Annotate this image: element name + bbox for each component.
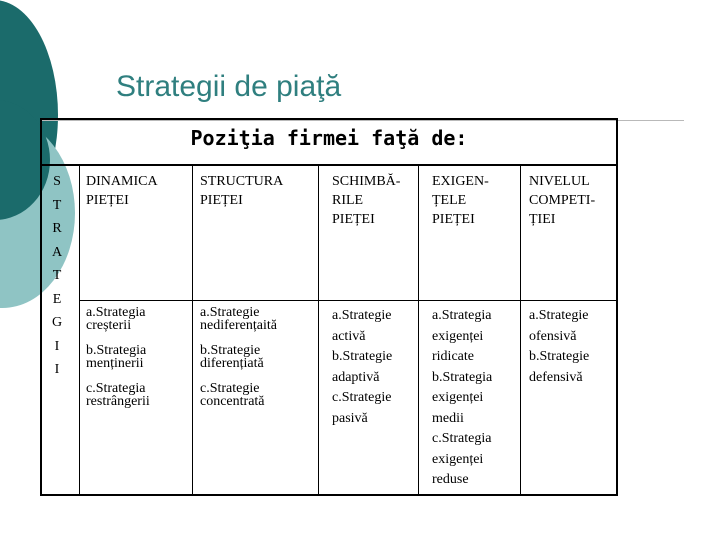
side-letter: A xyxy=(51,244,63,260)
column-header-structura: STRUCTURA PIEȚEI xyxy=(200,174,284,208)
strategy-item: a.Strategia exigenței ridicate xyxy=(432,308,492,364)
strategy-item: b.Strategie adaptivă xyxy=(332,349,393,385)
column-cell-competitie xyxy=(529,306,611,388)
side-letter: R xyxy=(52,221,62,236)
strategy-item: a.Strategie activă xyxy=(332,308,392,344)
column-header-competitie: NIVELUL COMPETI- ȚIEI xyxy=(529,174,596,227)
side-letter: T xyxy=(52,268,62,283)
side-label xyxy=(50,170,64,382)
table-header-row xyxy=(42,120,616,166)
side-letter: G xyxy=(51,315,63,330)
column-cell-dinamica xyxy=(86,306,186,420)
column-cell-exigente xyxy=(432,306,516,491)
side-letter: E xyxy=(52,291,62,307)
column-divider xyxy=(520,166,521,496)
table-title: Poziţia firmei faţă de: xyxy=(190,126,468,150)
strategy-item: b.Strategia menținerii xyxy=(86,343,147,371)
strategy-item: a.Strategie nediferențaită xyxy=(200,305,277,333)
strategy-item: b.Strategia exigenței medii xyxy=(432,369,493,426)
strategy-item: b.Strategie defensivă xyxy=(529,349,590,385)
column-cell-schimbari xyxy=(332,306,412,429)
row-divider xyxy=(80,300,618,301)
strategy-item: c.Strategie concentrată xyxy=(200,381,265,409)
column-header-dinamica: DINAMICA PIEȚEI xyxy=(86,174,158,208)
column-header-exigente: EXIGEN- ȚELE PIEȚEI xyxy=(432,174,489,227)
column-cell-structura xyxy=(200,306,312,420)
strategy-item: a.Strategia creșterii xyxy=(86,305,146,333)
side-letter: T xyxy=(52,197,62,213)
strategy-item: c.Strategie pasivă xyxy=(332,390,392,426)
column-divider xyxy=(318,166,319,496)
side-label-column xyxy=(42,166,80,496)
slide-title: Strategii de piaţă xyxy=(116,70,342,103)
column-divider xyxy=(418,166,419,496)
strategy-item: c.Strategia restrângerii xyxy=(86,381,150,409)
strategy-item: a.Strategie ofensivă xyxy=(529,308,589,344)
strategy-item: b.Strategie diferențiată xyxy=(200,343,264,371)
strategy-item: c.Strategia exigenței reduse xyxy=(432,431,492,487)
column-divider xyxy=(192,166,193,496)
side-letter: I xyxy=(54,362,60,377)
side-letter: I xyxy=(54,338,60,354)
strategy-table xyxy=(40,118,618,496)
column-header-schimbari: SCHIMBĂ- RILE PIEȚEI xyxy=(332,174,401,227)
side-letter: S xyxy=(53,174,61,189)
